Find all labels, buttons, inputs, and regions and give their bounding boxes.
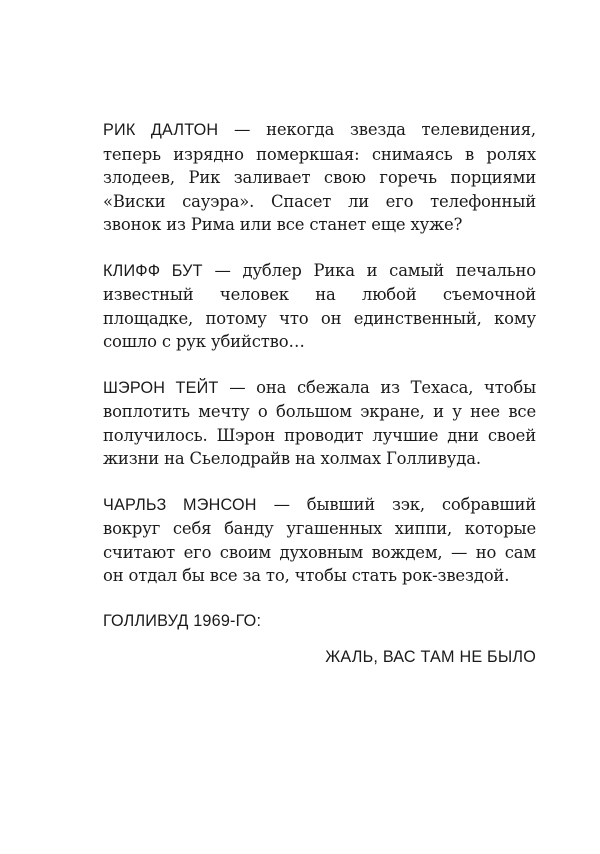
paragraph-charles-manson <box>103 493 536 588</box>
character-description: — некогда звезда телевидения, теперь изрядно померкшая: снимаясь в ролях злодеев, Рик заливает свою горечь порциями «Виски сауэра». Спасет ли его телефонный звонок из Рима или все станет еще хуже? <box>103 120 536 234</box>
character-description: — она сбежала из Техаса, чтобы воплотить мечту о большом экране, и у нее все получилось. Шэрон проводит лучшие дни своей жизни на Сьелодрайв на холмах Голливуда. <box>103 377 536 468</box>
blurb-page <box>103 118 536 670</box>
character-name: ЧАРЛЬЗ МЭНСОН <box>103 495 257 514</box>
tagline-left: ГОЛЛИВУД 1969-ГО: <box>103 611 262 630</box>
character-description: — бывший зэк, собравший вокруг себя банду угашенных хиппи, которые считают его своим духовным вождем, — но сам он отдал бы все за то, чтобы стать рок-звездой. <box>103 494 536 585</box>
character-name: РИК ДАЛТОН <box>103 121 219 139</box>
tagline-right: ЖАЛЬ, ВАС ТАМ НЕ БЫЛО <box>325 648 536 666</box>
character-name: ШЭРОН ТЕЙТ <box>103 378 219 397</box>
character-name: КЛИФФ БУТ <box>103 261 203 280</box>
paragraph-cliff-booth <box>103 259 536 354</box>
paragraph-sharon-tate <box>103 376 536 471</box>
paragraph-rick-dalton <box>103 118 536 237</box>
character-description: — дублер Рика и самый печально известный человек на любой съемочной площадке, потому что он единственный, кому сошло с рук убийство… <box>103 260 536 351</box>
